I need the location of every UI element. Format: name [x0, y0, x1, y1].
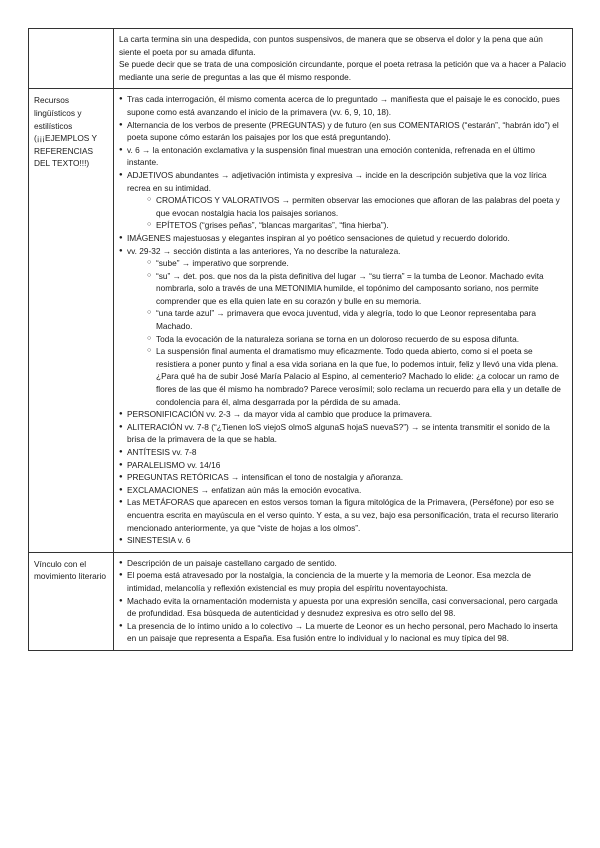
list-item — [119, 484, 567, 497]
list-item-text: El poema está atravesado por la nostalgia, la conciencia de la muerte y la memoria de Leonor. Esa mezcla de intimidad, melancolía y reflexión existencial es muy propia del espíritu noventayochista. — [127, 570, 532, 593]
row-label-cell — [29, 552, 114, 650]
sub-list-item: ○ EPÍTETOS (“grises peñas”, “blancas margaritas”, “fina hierba”). — [147, 219, 567, 232]
document-page — [28, 28, 573, 651]
row-content-cell — [114, 89, 573, 552]
row-label-cell — [29, 29, 114, 89]
list-item-text: La presencia de lo íntimo unido a lo colectivo → La muerte de Leonor es un hecho personal, pero Machado lo inserta en un paisaje que representa a España. Esa fusión entre lo individual y lo nacional es muy típica del 98. — [127, 620, 558, 644]
sub-list-item: ○ “una tarde azul” → primavera que evoca juventud, vida y alegría, todo lo que Leonor representaba para Machado. — [147, 307, 567, 332]
list-item-text: Las METÁFORAS que aparecen en estos versos toman la figura mitológica de la Primavera, (Perséfone) por eso se encuentra escrita en mayúscula en el verso quinto. Y esta, a su vez, bajo esa personificación, trata el recurso literario mencionado anteriormente, ya que “viste de hojas a los olmos”. — [127, 497, 559, 533]
list-item-text: SINESTESIA v. 6 — [127, 535, 191, 546]
list-item-text: Alternancia de los verbos de presente (PREGUNTAS) y de futuro (en sus COMENTARIOS (“estarán”, “habrán ido”) el poeta supone cómo estarán los paisajes por los que está preguntando). — [127, 119, 559, 143]
list-item-text: vv. 29-32 → sección distinta a las anteriores, Ya no describe la naturaleza. — [127, 245, 401, 256]
list-item-text: ANTÍTESIS vv. 7-8 — [127, 447, 197, 457]
paragraph: Se puede decir que se trata de una composición circundante, porque el poeta retrasa la petición que va a hacer a Palacio mediante una serie de preguntas a las que él mismo responde. — [119, 59, 566, 82]
list-item-text: Machado evita la ornamentación modernista y apuesta por una expresión sencilla, casi conversacional, pero cargada de profundidad. Esa búsqueda de autenticidad y desnudez expresiva es otro sello del 98. — [127, 595, 558, 619]
list-item — [119, 232, 567, 245]
table-row — [29, 89, 573, 552]
list-item-text: ALITERACIÓN vv. 7-8 (“¿Tienen loS viejoS olmoS algunaS hojaS nuevaS?”) → se intenta transmitir el sonido de la brisa de la primavera de la que se habla. — [127, 421, 550, 445]
row-label: Vínculo con el movimiento literario — [34, 558, 106, 582]
analysis-table — [28, 28, 573, 651]
list-item — [119, 534, 567, 547]
list-item-text: PREGUNTAS RETÓRICAS → intensifican el tono de nostalgia y añoranza. — [127, 472, 404, 483]
list-item — [119, 408, 567, 421]
sub-bullet-list — [127, 257, 567, 408]
list-item — [119, 620, 567, 645]
list-item — [119, 446, 567, 459]
list-item — [119, 421, 567, 446]
sub-list-item: ○ “sube” → imperativo que sorprende. — [147, 257, 567, 270]
list-item — [119, 245, 567, 409]
list-item-text: Descripción de un paisaje castellano cargado de sentido. — [127, 557, 337, 568]
paragraph: La carta termina sin una despedida, con puntos suspensivos, de manera que se observa el dolor y la pena que aún siente el poeta por su amada difunta. — [119, 34, 543, 57]
row-content-cell — [114, 552, 573, 650]
list-item — [119, 569, 567, 594]
list-item-text: PERSONIFICACIÓN vv. 2-3 → da mayor vida al cambio que produce la primavera. — [127, 409, 433, 420]
sub-list-item: ○ Toda la evocación de la naturaleza soriana se torna en un doloroso recuerdo de su esposa difunta. — [147, 333, 567, 346]
sub-list-item: ○ La suspensión final aumenta el dramatismo muy eficazmente. Todo queda abierto, como si el poeta se resistiera a poner punto y final a esa vida soriana en la que fue, lo podemos intuir, feliz y llevó una vida plena. ¿Para qué ha de subir José María Palacio al Espino, al cementerio? Machado lo elide: ¿a colocar un ramo de flores de las que él mismo ha nombrado? Parece verosímil; solo reclama un recuerdo para ella y un detalle de condolencia para él, alma desgarrada por la pérdida de su amada. — [147, 345, 567, 408]
sub-list-item: ○ CROMÁTICOS Y VALORATIVOS → permiten observar las emociones que afloran de las palabras del poeta y que evocan nostalgia hacia los paisajes sorianos. — [147, 194, 567, 219]
row-label-cell — [29, 89, 114, 552]
list-item-text: ADJETIVOS abundantes → adjetivación intimista y expresiva → incide en la descripción subjetiva que la voz lírica recrea en su intimidad. — [127, 169, 547, 193]
table-row — [29, 552, 573, 650]
list-item-text: v. 6 → la entonación exclamativa y la suspensión final muestran una emoción contenida, refrenada en el último instante. — [127, 144, 536, 168]
list-item — [119, 93, 567, 118]
sub-list-item: ○ “su” → det. pos. que nos da la pista definitiva del lugar → “su tierra” = la tumba de Leonor. Machado evita nombrarla, solo a través de una METONIMIA humilde, el topónimo del camposanto soriano, nos permite comprender que es ella quien late en su corazón y bulle en su memoria. — [147, 270, 567, 308]
list-item — [119, 119, 567, 144]
list-item — [119, 595, 567, 620]
list-item — [119, 496, 567, 534]
list-item-text: IMÁGENES majestuosas y elegantes inspiran al yo poético sensaciones de quietud y recuerdo dolorido. — [127, 232, 510, 243]
list-item — [119, 471, 567, 484]
bullet-list — [119, 557, 567, 645]
bullet-list — [119, 93, 567, 546]
list-item-text: EXCLAMACIONES → enfatizan aún más la emoción evocativa. — [127, 484, 362, 495]
row-label: Recursos lingüísticos y estilísticos (¡¡¡EJEMPLOS Y REFERENCIAS DEL TEXTO!!!) — [34, 95, 97, 169]
list-item — [119, 459, 567, 472]
sub-bullet-list — [127, 194, 567, 232]
list-item — [119, 557, 567, 570]
list-item — [119, 144, 567, 169]
row-content-cell — [114, 29, 573, 89]
list-item — [119, 169, 567, 232]
list-item-text: Tras cada interrogación, él mismo comenta acerca de lo preguntado → manifiesta que el paisaje le es conocido, pues supone como está avanzando el inicio de la primavera (vv. 6, 9, 10, 18). — [127, 94, 560, 117]
table-row — [29, 29, 573, 89]
list-item-text: PARALELISMO vv. 14/16 — [127, 459, 221, 470]
